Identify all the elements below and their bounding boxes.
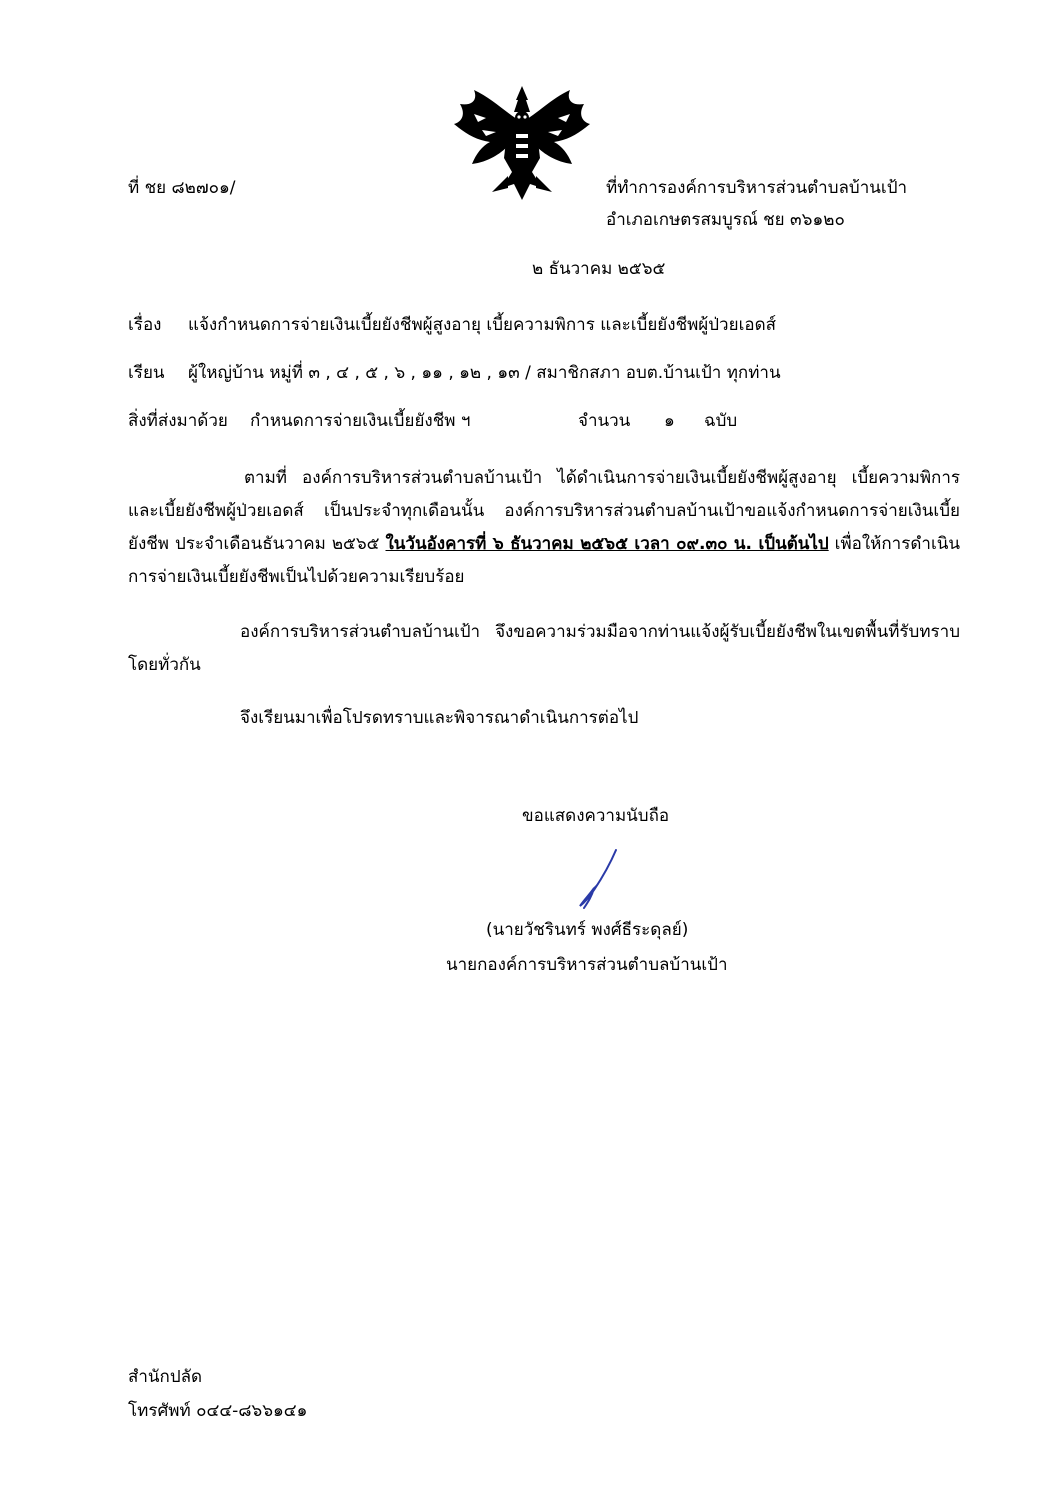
body-paragraph-2 — [128, 616, 960, 682]
subject-text: แจ้งกำหนดการจ่ายเงินเบี้ยยังชีพผู้สูงอายุ เบี้ยความพิการ และเบี้ยยังชีพผู้ป่วยเอดส์ — [188, 315, 777, 335]
footer-phone: โทรศัพท์ ๐๔๔-๘๖๖๑๔๑ — [128, 1401, 308, 1421]
office-name: ที่ทำการองค์การบริหารส่วนตำบลบ้านเป้า — [606, 178, 908, 198]
body-paragraph-3: จึงเรียนมาเพื่อโปรดทราบและพิจารณาดำเนินการต่อไป — [240, 708, 639, 728]
enclosure-quantity-label: จำนวน — [578, 411, 631, 431]
enclosure-label: สิ่งที่ส่งมาด้วย — [128, 411, 228, 431]
closing-salutation: ขอแสดงความนับถือ — [522, 806, 670, 826]
enclosure-unit: ฉบับ — [704, 411, 738, 431]
body-paragraph-1 — [128, 462, 960, 594]
recipient-text: ผู้ใหญ่บ้าน หมู่ที่ ๓ , ๔ , ๕ , ๖ , ๑๑ , ๑๒ , ๑๓ / สมาชิกสภา อบต.บ้านเป้า ทุกท่าน — [188, 363, 781, 383]
footer-department: สำนักปลัด — [128, 1367, 203, 1387]
subject-label: เรื่อง — [128, 315, 162, 335]
office-address: อำเภอเกษตรสมบูรณ์ ชย ๓๖๑๒๐ — [606, 210, 845, 230]
enclosure-quantity: ๑ — [664, 411, 675, 431]
paragraph-1-intro: ตามที่ องค์การบริหารส่วนตำบลบ้านเป้า ได้ดำเนินการจ่ายเงินเบี้ยยังชีพผู้สูงอายุ เบี้ยความพิการ และเบี้ยยังชีพผู้ป่วยเอดส์ เป็นประจำทุกเดือนนั้น องค์การบริหารส่วนตำบลบ้านเป้าขอแจ้งกำหนดการจ่ายเงินเบี้ยยังชีพ ประจำเดือนธันวาคม ๒๕๖๕ — [128, 468, 960, 554]
enclosure-text: กำหนดการจ่ายเงินเบี้ยยังชีพ ฯ — [250, 411, 471, 431]
signer-name: (นายวัชรินทร์ พงศ์ธีระดุลย์) — [486, 920, 689, 940]
signer-title: นายกองค์การบริหารส่วนตำบลบ้านเป้า — [446, 955, 728, 975]
paragraph-2-text: องค์การบริหารส่วนตำบลบ้านเป้า จึงขอความร่วมมือจากท่านแจ้งผู้รับเบี้ยยังชีพในเขตพื้นที่รับทราบโดยทั่วกัน — [128, 622, 960, 675]
recipient-label: เรียน — [128, 363, 165, 383]
reference-number: ที่ ชย ๘๒๗๐๑/ — [128, 178, 236, 198]
handwritten-signature — [572, 848, 626, 910]
garuda-emblem — [452, 84, 592, 204]
letter-date: ๒ ธันวาคม ๒๕๖๕ — [532, 259, 666, 279]
payment-date-emphasis: ในวันอังคารที่ ๖ ธันวาคม ๒๕๖๕ เวลา ๐๙.๓๐ น. เป็นต้นไป — [385, 534, 829, 554]
paragraph-1-end: เพื่อให้การดำเนินการจ่ายเงินเบี้ยยังชีพเป็นไปด้วยความเรียบร้อย — [128, 534, 960, 587]
